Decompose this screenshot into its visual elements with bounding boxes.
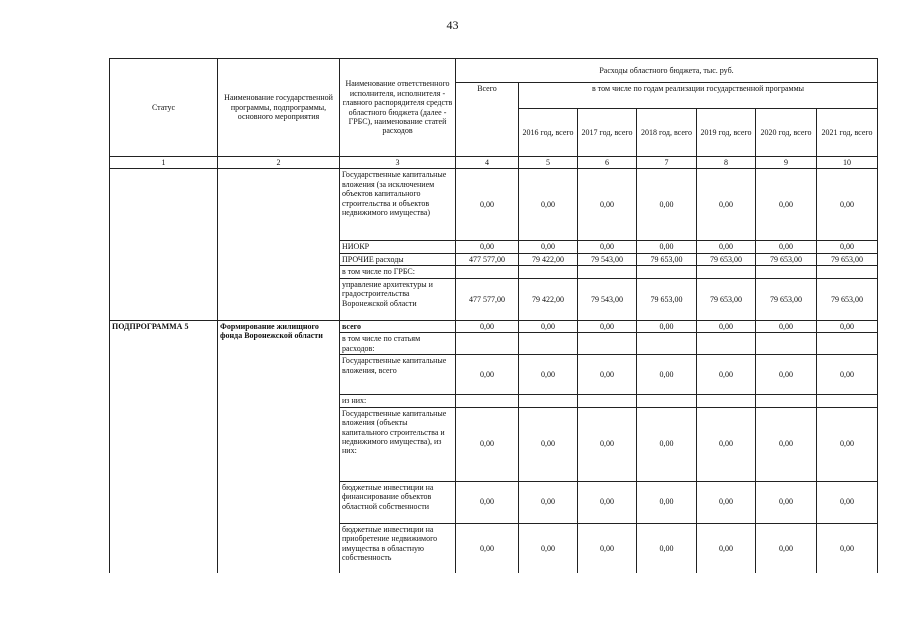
value-cell: 477 577,00: [456, 253, 519, 265]
row-label: НИОКР: [340, 241, 456, 253]
value-cell: 0,00: [697, 355, 756, 395]
value-cell: 0,00: [519, 169, 578, 241]
value-cell: [697, 266, 756, 278]
value-cell: [697, 395, 756, 407]
value-cell: 0,00: [697, 320, 756, 332]
table-row: [110, 320, 878, 332]
value-cell: 0,00: [456, 407, 519, 481]
value-cell: 0,00: [697, 481, 756, 523]
row-label: Государственные капитальные вложения (за исключением объектов капитального строительства и объектов недвижимого имущества): [340, 169, 456, 241]
header-year: 2019 год, всего: [697, 109, 756, 157]
col-number: 6: [578, 157, 637, 169]
col-number: 5: [519, 157, 578, 169]
value-cell: 79 653,00: [817, 278, 878, 320]
value-cell: 0,00: [756, 407, 817, 481]
col-number: 7: [637, 157, 697, 169]
value-cell: 79 653,00: [756, 278, 817, 320]
row-label: Государственные капитальные вложения, всего: [340, 355, 456, 395]
value-cell: 0,00: [519, 320, 578, 332]
value-cell: [578, 266, 637, 278]
col-number: 1: [110, 157, 218, 169]
value-cell: 0,00: [578, 169, 637, 241]
col-number: 3: [340, 157, 456, 169]
value-cell: 0,00: [637, 481, 697, 523]
header-row-1: [110, 59, 878, 83]
header-total: Всего: [456, 83, 519, 157]
row-label: из них:: [340, 395, 456, 407]
value-cell: 79 653,00: [756, 253, 817, 265]
header-expenses: Расходы областного бюджета, тыс. руб.: [456, 59, 878, 83]
value-cell: 0,00: [519, 407, 578, 481]
col-number: 4: [456, 157, 519, 169]
value-cell: 79 543,00: [578, 278, 637, 320]
value-cell: 0,00: [519, 355, 578, 395]
value-cell: 0,00: [578, 481, 637, 523]
value-cell: 0,00: [456, 241, 519, 253]
value-cell: 0,00: [817, 355, 878, 395]
value-cell: 0,00: [578, 407, 637, 481]
value-cell: [578, 333, 637, 355]
header-by-years: в том числе по годам реализации государственной программы: [519, 83, 878, 109]
value-cell: [456, 395, 519, 407]
subprogram-status: ПОДПРОГРАММА 5: [110, 320, 218, 573]
value-cell: 0,00: [817, 169, 878, 241]
row-label: ПРОЧИЕ расходы: [340, 253, 456, 265]
value-cell: 0,00: [637, 169, 697, 241]
value-cell: 0,00: [578, 320, 637, 332]
value-cell: 79 653,00: [637, 253, 697, 265]
subprogram-name: Формирование жилищного фонда Воронежской области: [218, 320, 340, 573]
value-cell: [756, 266, 817, 278]
value-cell: [697, 333, 756, 355]
value-cell: [519, 333, 578, 355]
value-cell: 0,00: [637, 320, 697, 332]
value-cell: 79 653,00: [637, 278, 697, 320]
col-number: 9: [756, 157, 817, 169]
value-cell: 0,00: [456, 523, 519, 573]
value-cell: 0,00: [578, 241, 637, 253]
col-number: 8: [697, 157, 756, 169]
value-cell: 0,00: [456, 320, 519, 332]
col-number: 2: [218, 157, 340, 169]
value-cell: [637, 333, 697, 355]
value-cell: 0,00: [756, 355, 817, 395]
header-executor: Наименование ответственного исполнителя, исполнителя - главного распорядителя средств областного бюджета (далее - ГРБС), наименование статей расходов: [340, 59, 456, 157]
value-cell: 0,00: [756, 241, 817, 253]
value-cell: [817, 395, 878, 407]
value-cell: 0,00: [637, 407, 697, 481]
row-label: бюджетные инвестиции на приобретение недвижимого имущества в областную собственность: [340, 523, 456, 573]
row-label: управление архитектуры и градостроительства Воронежской области: [340, 278, 456, 320]
value-cell: 0,00: [756, 523, 817, 573]
value-cell: 0,00: [578, 355, 637, 395]
header-name: Наименование государственной программы, подпрограммы, основного мероприятия: [218, 59, 340, 157]
value-cell: 79 653,00: [697, 278, 756, 320]
value-cell: 0,00: [519, 523, 578, 573]
value-cell: 0,00: [697, 407, 756, 481]
value-cell: 79 422,00: [519, 253, 578, 265]
header-year: 2017 год, всего: [578, 109, 637, 157]
value-cell: 0,00: [817, 320, 878, 332]
value-cell: 0,00: [637, 523, 697, 573]
value-cell: 477 577,00: [456, 278, 519, 320]
value-cell: [456, 266, 519, 278]
value-cell: 0,00: [817, 481, 878, 523]
header-status: Статус: [110, 59, 218, 157]
value-cell: 0,00: [637, 241, 697, 253]
value-cell: 0,00: [697, 169, 756, 241]
value-cell: 0,00: [756, 169, 817, 241]
table-row: [110, 169, 878, 241]
row-label: бюджетные инвестиции на финансирование объектов областной собственности: [340, 481, 456, 523]
name-cell-empty: [218, 169, 340, 320]
header-year: 2016 год, всего: [519, 109, 578, 157]
header-year: 2018 год, всего: [637, 109, 697, 157]
value-cell: [578, 395, 637, 407]
value-cell: 0,00: [637, 355, 697, 395]
value-cell: [456, 333, 519, 355]
value-cell: 0,00: [519, 481, 578, 523]
status-cell-empty: [110, 169, 218, 320]
row-label: в том числе по статьям расходов:: [340, 333, 456, 355]
value-cell: 0,00: [456, 481, 519, 523]
value-cell: [637, 266, 697, 278]
value-cell: 0,00: [756, 481, 817, 523]
value-cell: 0,00: [519, 241, 578, 253]
row-label: всего: [340, 320, 456, 332]
value-cell: [519, 395, 578, 407]
value-cell: 0,00: [697, 241, 756, 253]
value-cell: 0,00: [578, 523, 637, 573]
value-cell: 0,00: [817, 523, 878, 573]
value-cell: 0,00: [817, 241, 878, 253]
value-cell: [637, 395, 697, 407]
value-cell: 79 653,00: [817, 253, 878, 265]
row-label: Государственные капитальные вложения (объекты капитального строительства и недвижимого имущества), из них:: [340, 407, 456, 481]
value-cell: 0,00: [456, 355, 519, 395]
value-cell: [756, 333, 817, 355]
value-cell: 79 543,00: [578, 253, 637, 265]
col-number: 10: [817, 157, 878, 169]
header-year: 2021 год, всего: [817, 109, 878, 157]
value-cell: [817, 333, 878, 355]
header-year: 2020 год, всего: [756, 109, 817, 157]
value-cell: 0,00: [697, 523, 756, 573]
budget-table: [109, 58, 878, 573]
column-numbers-row: [110, 157, 878, 169]
value-cell: [817, 266, 878, 278]
row-label: в том числе по ГРБС:: [340, 266, 456, 278]
value-cell: 79 653,00: [697, 253, 756, 265]
value-cell: 0,00: [756, 320, 817, 332]
value-cell: 0,00: [817, 407, 878, 481]
value-cell: [756, 395, 817, 407]
page-number: 43: [446, 18, 459, 32]
value-cell: 0,00: [456, 169, 519, 241]
value-cell: 79 422,00: [519, 278, 578, 320]
value-cell: [519, 266, 578, 278]
